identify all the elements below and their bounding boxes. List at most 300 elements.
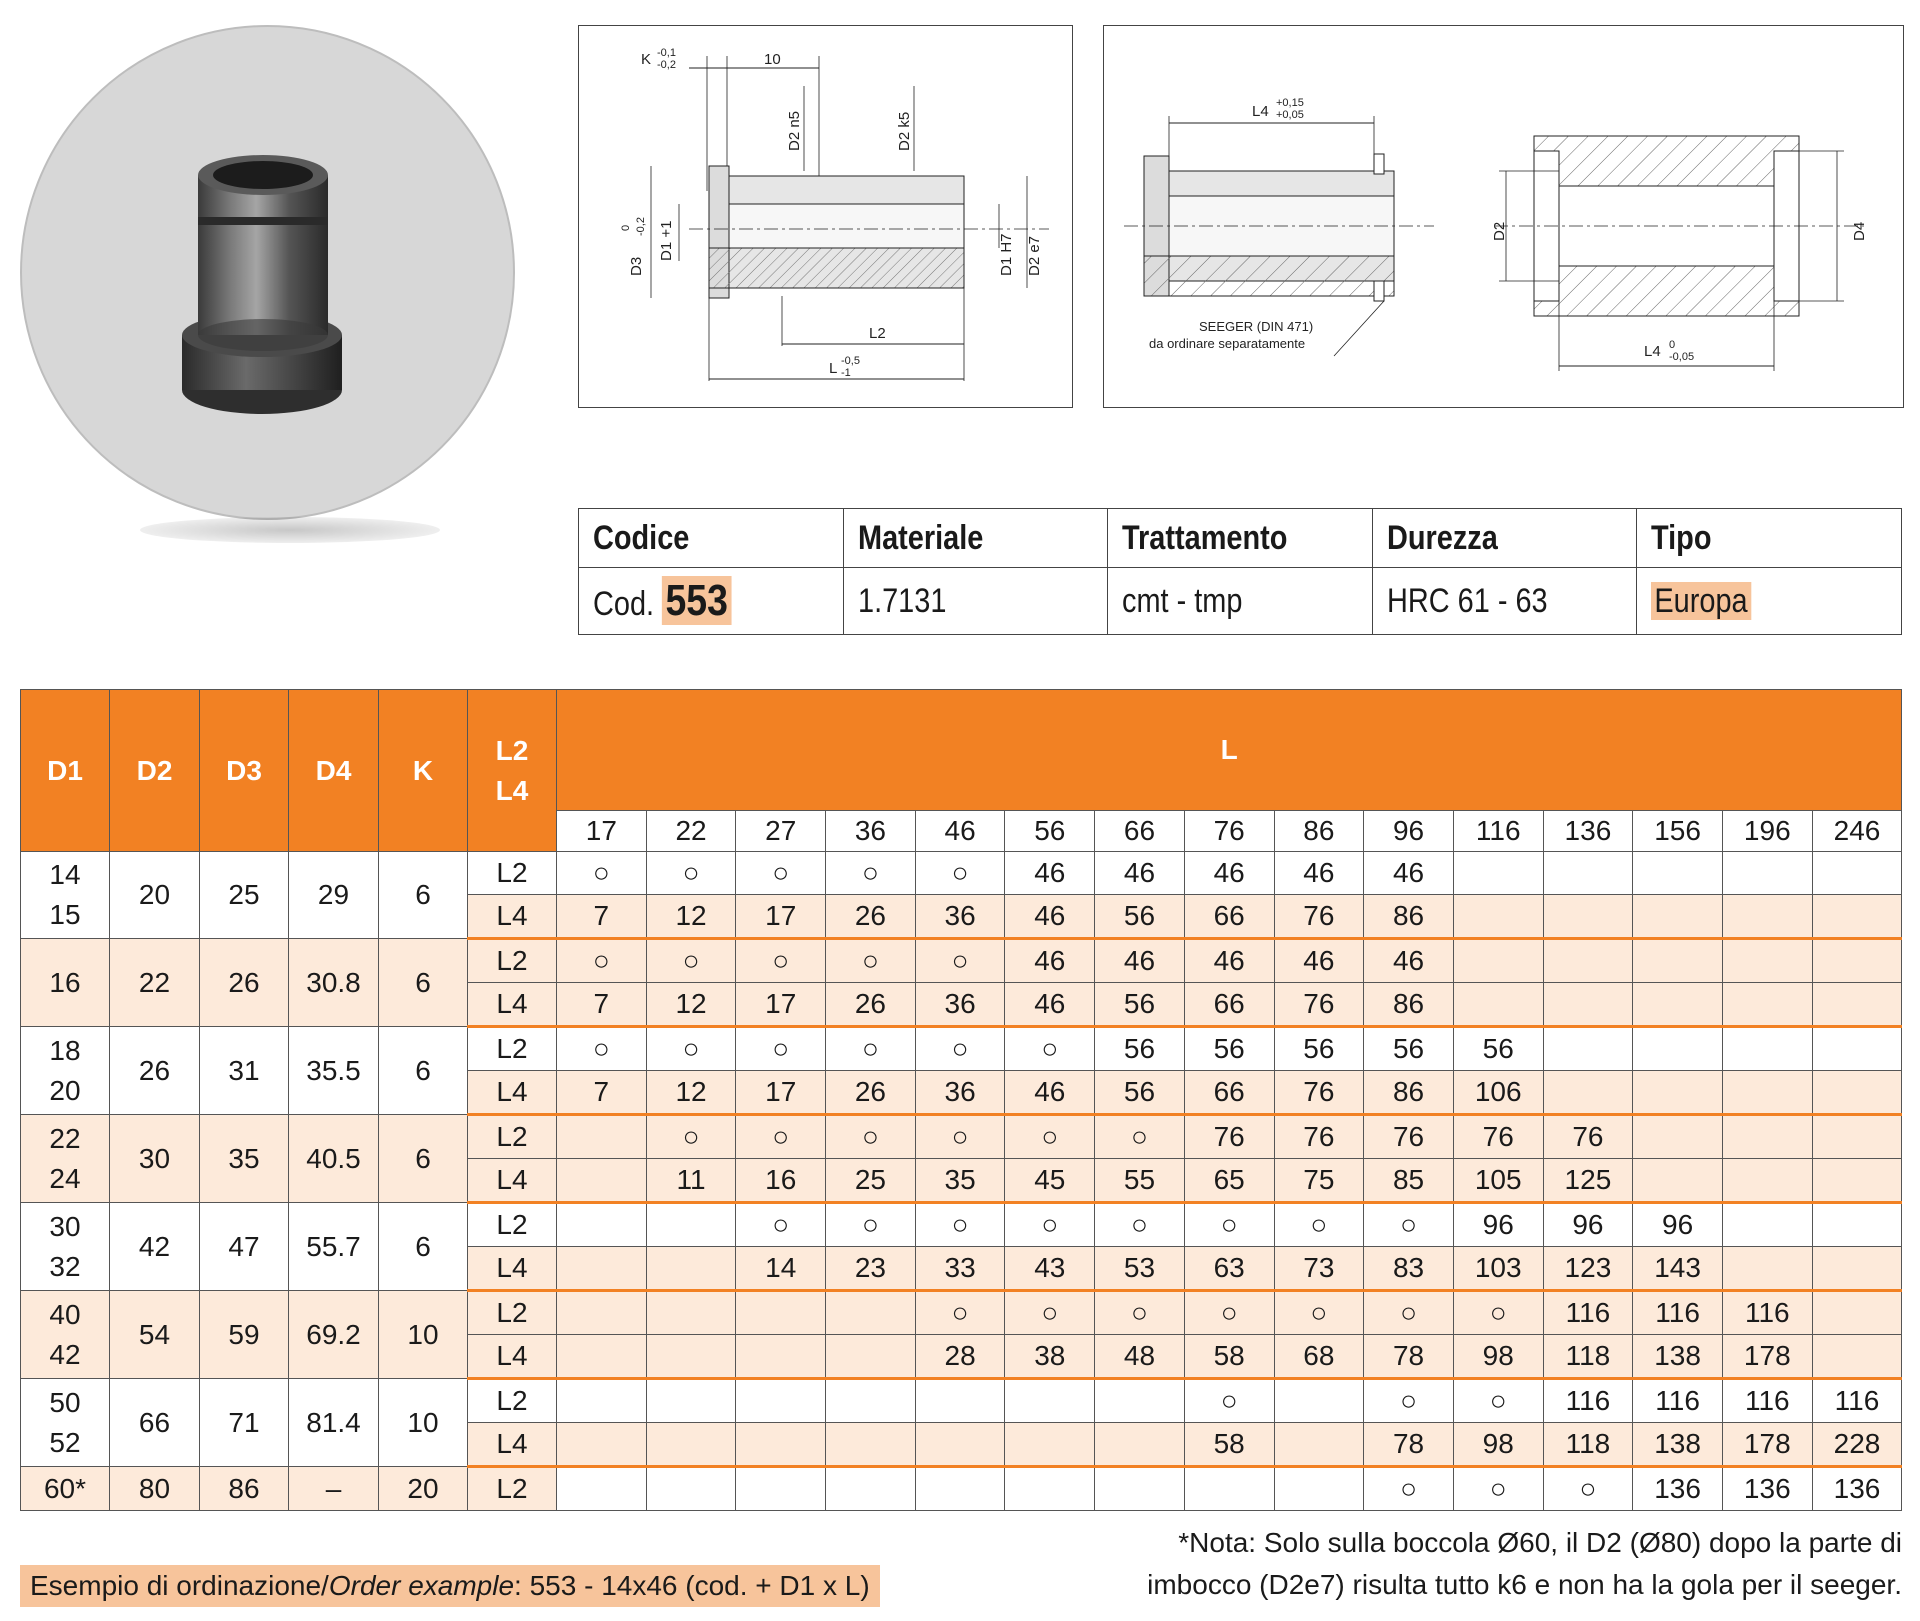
- l4-cell: 12: [646, 1071, 736, 1115]
- footnote: [1002, 1522, 1902, 1606]
- header-l2l4: L2 L4: [468, 690, 557, 852]
- l4-cell: [557, 1247, 647, 1291]
- spec-durezza: HRC 61 - 63: [1372, 568, 1637, 635]
- d1-cell: [21, 939, 110, 1027]
- d2e7-label: D2 e7: [1026, 235, 1043, 276]
- l4-cell: [557, 1159, 647, 1203]
- d1-cell: [21, 1291, 110, 1379]
- d4-cell: 35.5: [289, 1027, 379, 1115]
- l4-cell: 78: [1364, 1335, 1454, 1379]
- d2n5-label: D2 n5: [786, 110, 803, 151]
- l4-cell: 17: [736, 1071, 826, 1115]
- header-d4: D4: [289, 690, 379, 852]
- l4-cell: 65: [1184, 1159, 1274, 1203]
- d1h7-label: D1 H7: [998, 233, 1015, 276]
- d3-cell: 25: [200, 852, 289, 939]
- l4-cell: 75: [1274, 1159, 1364, 1203]
- footnote-line-1: *Nota: Solo sulla boccola Ø60, il D2 (Ø80) dopo la parte di: [1178, 1527, 1902, 1558]
- l-value-header: 156: [1633, 811, 1723, 852]
- row-label-l4: L4: [468, 1247, 557, 1291]
- table-body: [21, 852, 1902, 1511]
- l4-cell: [1722, 1071, 1812, 1115]
- l2-cell: 96: [1453, 1203, 1543, 1247]
- spec-tipo: [1637, 568, 1902, 635]
- l2-cell: ○: [736, 1115, 826, 1159]
- d1-value-alt: 32: [49, 1250, 81, 1282]
- d4-cell: 55.7: [289, 1203, 379, 1291]
- row-label-l2: L2: [468, 1467, 557, 1511]
- k-cell: 6: [379, 1115, 468, 1203]
- l-value-header: 96: [1364, 811, 1454, 852]
- l4-cell: 106: [1453, 1071, 1543, 1115]
- spec-codice: [579, 568, 844, 635]
- l-label: L: [829, 360, 838, 377]
- l4-cell: [826, 1335, 916, 1379]
- k-cell: 6: [379, 1027, 468, 1115]
- table-row-last: [21, 1467, 1902, 1511]
- l2-cell: ○: [826, 939, 916, 983]
- l4-bottom-label: L4: [1644, 343, 1661, 360]
- d4-cell: 29: [289, 852, 379, 939]
- l2-cell: ○: [915, 1115, 1005, 1159]
- d1-value: 30: [49, 1210, 81, 1242]
- spec-header-row: [579, 509, 1902, 568]
- l4-cell: [736, 1423, 826, 1467]
- d1-value-alt: 42: [49, 1338, 81, 1370]
- l4-bottom-tol-b: -0,05: [1669, 351, 1695, 363]
- l2-cell: [1543, 1027, 1633, 1071]
- l4-cell: 33: [915, 1247, 1005, 1291]
- d1-value-alt: 52: [49, 1426, 81, 1458]
- l4-cell: 83: [1364, 1247, 1454, 1291]
- l2-cell: [557, 1291, 647, 1335]
- l2-cell: ○: [557, 939, 647, 983]
- k-cell: 6: [379, 852, 468, 939]
- l2-cell: [646, 1203, 736, 1247]
- d4-label: D4: [1851, 221, 1868, 241]
- l4-cell: [1722, 895, 1812, 939]
- d3-cell: 26: [200, 939, 289, 1027]
- l4-cell: 56: [1095, 1071, 1185, 1115]
- row-label-l2: L2: [468, 1115, 557, 1159]
- header-l: L: [557, 690, 1902, 811]
- seeger-line2: da ordinare separatamente: [1149, 336, 1306, 351]
- l4-cell: [1812, 1159, 1902, 1203]
- l-value-header: 66: [1095, 811, 1185, 852]
- l4-cell: 48: [1095, 1335, 1185, 1379]
- l-value-header: 46: [915, 811, 1005, 852]
- d1-value: 14: [49, 859, 81, 890]
- l2-cell: ○: [1184, 1291, 1274, 1335]
- l2-cell: ○: [826, 1115, 916, 1159]
- l4-cell: [1812, 1335, 1902, 1379]
- l4-cell: 58: [1184, 1335, 1274, 1379]
- l2-cell: [1274, 1467, 1364, 1511]
- l4-cell: 56: [1095, 895, 1185, 939]
- l2-cell: 46: [1095, 939, 1185, 983]
- l2-cell: ○: [915, 1203, 1005, 1247]
- l2-cell: [1812, 1291, 1902, 1335]
- k-tol-top: -0,1: [657, 47, 676, 59]
- l4-cell: [1812, 1247, 1902, 1291]
- d3-cell: 86: [200, 1467, 289, 1511]
- l4-cell: [826, 1423, 916, 1467]
- l4-cell: 98: [1453, 1423, 1543, 1467]
- technical-drawing-bushing: [578, 25, 1073, 408]
- l4-cell: 26: [826, 1071, 916, 1115]
- l2-cell: 76: [1453, 1115, 1543, 1159]
- header-k: K: [379, 690, 468, 852]
- l2-cell: ○: [1453, 1379, 1543, 1423]
- l2-cell: [1722, 1115, 1812, 1159]
- l2-cell: 46: [1364, 939, 1454, 983]
- l4-cell: 56: [1095, 983, 1185, 1027]
- l2-cell: 56: [1274, 1027, 1364, 1071]
- table-row-l2: [21, 1027, 1902, 1071]
- l2-cell: [1633, 939, 1723, 983]
- l2-cell: ○: [1364, 1379, 1454, 1423]
- l2-cell: ○: [1184, 1203, 1274, 1247]
- l4-cell: 123: [1543, 1247, 1633, 1291]
- l2-cell: 46: [1184, 852, 1274, 895]
- l4-cell: 118: [1543, 1335, 1633, 1379]
- l-value-header: 116: [1453, 811, 1543, 852]
- d2-label: D2: [1491, 221, 1508, 241]
- l2-cell: [1184, 1467, 1274, 1511]
- l4-cell: 76: [1274, 895, 1364, 939]
- l2-cell: ○: [1274, 1203, 1364, 1247]
- l2-cell: 46: [1184, 939, 1274, 983]
- l4-cell: 66: [1184, 983, 1274, 1027]
- row-label-l2: L2: [468, 852, 557, 895]
- l4-cell: [915, 1423, 1005, 1467]
- l2-cell: [1633, 1027, 1723, 1071]
- l4-cell: [1812, 895, 1902, 939]
- l4-cell: 103: [1453, 1247, 1543, 1291]
- l4-cell: 98: [1453, 1335, 1543, 1379]
- l2-cell: [557, 1115, 647, 1159]
- l2-cell: 136: [1633, 1467, 1723, 1511]
- l2-cell: [826, 1467, 916, 1511]
- l2-cell: [1722, 1203, 1812, 1247]
- spec-header-durezza: Durezza: [1372, 509, 1637, 568]
- d1-value: 22: [49, 1122, 81, 1154]
- l2-cell: ○: [915, 1027, 1005, 1071]
- l2-cell: [1453, 852, 1543, 895]
- d1-value-alt: 20: [49, 1074, 81, 1106]
- l2-cell: [1633, 1115, 1723, 1159]
- l4-cell: 25: [826, 1159, 916, 1203]
- l4-cell: [557, 1335, 647, 1379]
- l2-cell: ○: [557, 852, 647, 895]
- l4-cell: 7: [557, 895, 647, 939]
- l2-cell: 116: [1722, 1291, 1812, 1335]
- l2-cell: ○: [826, 1027, 916, 1071]
- row-label-l4: L4: [468, 1423, 557, 1467]
- l2-cell: ○: [1005, 1115, 1095, 1159]
- l4-cell: 118: [1543, 1423, 1633, 1467]
- l2-cell: ○: [1005, 1291, 1095, 1335]
- l2-cell: ○: [1184, 1379, 1274, 1423]
- k-cell: 20: [379, 1467, 468, 1511]
- l4-cell: 36: [915, 1071, 1005, 1115]
- l4-cell: [1095, 1423, 1185, 1467]
- d2-cell: 42: [110, 1203, 200, 1291]
- l2-cell: [557, 1379, 647, 1423]
- l4-cell: 28: [915, 1335, 1005, 1379]
- spec-trattamento: cmt - tmp: [1108, 568, 1373, 635]
- l4-cell: 68: [1274, 1335, 1364, 1379]
- l4-cell: 78: [1364, 1423, 1454, 1467]
- photo-shadow: [140, 517, 440, 543]
- l4-cell: 125: [1543, 1159, 1633, 1203]
- l2-cell: [1095, 1379, 1185, 1423]
- l4-cell: 76: [1274, 1071, 1364, 1115]
- l4-cell: 14: [736, 1247, 826, 1291]
- d2-cell: 26: [110, 1027, 200, 1115]
- d2-cell: 54: [110, 1291, 200, 1379]
- d1-cell: [21, 1379, 110, 1467]
- l2-cell: ○: [646, 1027, 736, 1071]
- l2-cell: ○: [915, 1291, 1005, 1335]
- k-label: K: [641, 51, 652, 68]
- cod-number: 553: [662, 576, 731, 625]
- l4-cell: 178: [1722, 1423, 1812, 1467]
- l2-cell: 136: [1812, 1467, 1902, 1511]
- spec-table: [578, 508, 1902, 635]
- l4-cell: 12: [646, 983, 736, 1027]
- l4-cell: 86: [1364, 1071, 1454, 1115]
- l2-cell: [646, 1291, 736, 1335]
- header-row-1: [21, 690, 1902, 811]
- l4-cell: [1812, 983, 1902, 1027]
- l2-cell: 116: [1633, 1291, 1723, 1335]
- row-label-l4: L4: [468, 1071, 557, 1115]
- l-value-header: 196: [1722, 811, 1812, 852]
- d1-value: 18: [49, 1034, 81, 1066]
- spec-header-trattamento: Trattamento: [1108, 509, 1373, 568]
- l4-cell: 17: [736, 895, 826, 939]
- l2-label: L2: [869, 325, 886, 342]
- l2-cell: [1005, 1467, 1095, 1511]
- table-row-l2: [21, 852, 1902, 895]
- d2-cell: 22: [110, 939, 200, 1027]
- d3-cell: 47: [200, 1203, 289, 1291]
- spec-header-codice: Codice: [579, 509, 844, 568]
- row-label-l2: L2: [468, 939, 557, 983]
- cod-prefix: Cod.: [593, 585, 655, 623]
- l2-cell: ○: [826, 1203, 916, 1247]
- l2-cell: ○: [826, 852, 916, 895]
- l4-cell: [1453, 983, 1543, 1027]
- d1-value-alt: 15: [49, 899, 81, 930]
- l2-cell: ○: [646, 939, 736, 983]
- l4-cell: 53: [1095, 1247, 1185, 1291]
- l2-cell: 46: [1005, 939, 1095, 983]
- d4-cell: 30.8: [289, 939, 379, 1027]
- l4-cell: 86: [1364, 983, 1454, 1027]
- l4-cell: 36: [915, 895, 1005, 939]
- l4-cell: 66: [1184, 895, 1274, 939]
- row-label-l4: L4: [468, 1159, 557, 1203]
- d2-cell: 30: [110, 1115, 200, 1203]
- l2-cell: [826, 1291, 916, 1335]
- l2-cell: 116: [1543, 1379, 1633, 1423]
- d4-cell: 69.2: [289, 1291, 379, 1379]
- l4-cell: 86: [1364, 895, 1454, 939]
- l4-cell: 178: [1722, 1335, 1812, 1379]
- footnote-line-2: imbocco (D2e7) risulta tutto k6 e non ha la gola per il seeger.: [1147, 1569, 1902, 1600]
- l-value-header: 17: [557, 811, 647, 852]
- l4-cell: [1633, 1071, 1723, 1115]
- l2-cell: ○: [915, 852, 1005, 895]
- l4-cell: [557, 1423, 647, 1467]
- l4-cell: 43: [1005, 1247, 1095, 1291]
- l4-cell: 66: [1184, 1071, 1274, 1115]
- k-cell: 10: [379, 1379, 468, 1467]
- l2-cell: 96: [1543, 1203, 1633, 1247]
- l4-cell: 36: [915, 983, 1005, 1027]
- d3-cell: 31: [200, 1027, 289, 1115]
- l4-cell: [1722, 983, 1812, 1027]
- l2-cell: 136: [1722, 1467, 1812, 1511]
- l2-cell: 46: [1005, 852, 1095, 895]
- l2-cell: [646, 1379, 736, 1423]
- l2-cell: ○: [1005, 1027, 1095, 1071]
- seeger-line1: SEEGER (DIN 471): [1199, 319, 1314, 334]
- l4-cell: [646, 1247, 736, 1291]
- l2-cell: [1812, 1203, 1902, 1247]
- l4-top-tol-b: +0,05: [1276, 109, 1304, 121]
- table-row-l2: [21, 1115, 1902, 1159]
- d2-cell: 66: [110, 1379, 200, 1467]
- l4-cell: 73: [1274, 1247, 1364, 1291]
- l4-cell: 45: [1005, 1159, 1095, 1203]
- l2-cell: [1812, 852, 1902, 895]
- l2-cell: [1812, 1027, 1902, 1071]
- d2k5-label: D2 k5: [896, 111, 913, 151]
- l2-cell: [826, 1379, 916, 1423]
- l2-cell: [1095, 1467, 1185, 1511]
- l2-cell: [557, 1203, 647, 1247]
- l-value-header: 136: [1543, 811, 1633, 852]
- l4-top-label: L4: [1252, 103, 1269, 120]
- l-value-header: 22: [646, 811, 736, 852]
- l-value-header: 36: [826, 811, 916, 852]
- l4-cell: [1005, 1423, 1095, 1467]
- l4-cell: [646, 1423, 736, 1467]
- d1-cell: [21, 1203, 110, 1291]
- k-cell: 6: [379, 1203, 468, 1291]
- l4-bottom-tol-a: 0: [1669, 339, 1676, 351]
- l2-cell: 56: [1453, 1027, 1543, 1071]
- l4-cell: 228: [1812, 1423, 1902, 1467]
- l2-cell: ○: [915, 939, 1005, 983]
- l2-cell: ○: [1095, 1203, 1185, 1247]
- l2-cell: [1633, 852, 1723, 895]
- l2-cell: [915, 1467, 1005, 1511]
- l2-cell: ○: [1274, 1291, 1364, 1335]
- l4-cell: 7: [557, 1071, 647, 1115]
- l4-cell: 12: [646, 895, 736, 939]
- l2-cell: 116: [1812, 1379, 1902, 1423]
- l2-cell: ○: [736, 939, 826, 983]
- row-label-l2: L2: [468, 1291, 557, 1335]
- l2-cell: 56: [1364, 1027, 1454, 1071]
- l2-cell: [1722, 1027, 1812, 1071]
- l4-cell: [1543, 983, 1633, 1027]
- l4-cell: 76: [1274, 983, 1364, 1027]
- l-value-header: 76: [1184, 811, 1274, 852]
- l4-cell: [1633, 1159, 1723, 1203]
- l2-cell: ○: [557, 1027, 647, 1071]
- k-cell: 10: [379, 1291, 468, 1379]
- row-label-l2: L2: [468, 1203, 557, 1247]
- spec-header-materiale: Materiale: [843, 509, 1108, 568]
- l2-cell: [1005, 1379, 1095, 1423]
- l4-cell: [1633, 983, 1723, 1027]
- l2-cell: 76: [1274, 1115, 1364, 1159]
- l2-cell: [915, 1379, 1005, 1423]
- product-photo: [20, 25, 515, 520]
- l-value-header: 56: [1005, 811, 1095, 852]
- technical-drawing-assembly: [1103, 25, 1904, 408]
- l4-cell: 105: [1453, 1159, 1543, 1203]
- k-cell: 6: [379, 939, 468, 1027]
- l2-cell: 46: [1095, 852, 1185, 895]
- d1p1-label: D1 +1: [658, 220, 675, 261]
- l2-cell: [557, 1467, 647, 1511]
- l2-cell: 116: [1543, 1291, 1633, 1335]
- table-row-l2: [21, 939, 1902, 983]
- l2-cell: ○: [736, 1203, 826, 1247]
- d2-cell: 80: [110, 1467, 200, 1511]
- d4-cell: 40.5: [289, 1115, 379, 1203]
- l4-cell: 46: [1005, 1071, 1095, 1115]
- l2-cell: ○: [1364, 1467, 1454, 1511]
- header-d2: D2: [110, 690, 200, 852]
- header-d3: D3: [200, 690, 289, 852]
- l2-cell: ○: [1364, 1203, 1454, 1247]
- table-row-l2: [21, 1291, 1902, 1335]
- l4-cell: [1274, 1423, 1364, 1467]
- d1-cell: [21, 852, 110, 939]
- l4-cell: [646, 1335, 736, 1379]
- l4-cell: 55: [1095, 1159, 1185, 1203]
- d1-cell: 60*: [21, 1467, 110, 1511]
- l2-cell: [736, 1291, 826, 1335]
- l2-cell: ○: [1095, 1291, 1185, 1335]
- l2-cell: ○: [736, 852, 826, 895]
- d4-cell: –: [289, 1467, 379, 1511]
- l4-cell: 138: [1633, 1423, 1723, 1467]
- l2-cell: 116: [1722, 1379, 1812, 1423]
- spec-header-tipo: Tipo: [1637, 509, 1902, 568]
- d1-cell: [21, 1027, 110, 1115]
- l4-cell: 46: [1005, 983, 1095, 1027]
- spec-values-row: [579, 568, 1902, 635]
- l2-cell: ○: [1095, 1115, 1185, 1159]
- d1-value-alt: 24: [49, 1162, 81, 1194]
- l2-cell: 56: [1184, 1027, 1274, 1071]
- order-example: Esempio di ordinazione/Order example: 553 - 14x46 (cod. + D1 x L): [20, 1565, 880, 1607]
- dim-10: 10: [764, 51, 781, 68]
- l2-cell: [1543, 939, 1633, 983]
- l4-cell: [1722, 1247, 1812, 1291]
- d3-cell: 59: [200, 1291, 289, 1379]
- l2-cell: ○: [1005, 1203, 1095, 1247]
- bushing-image: [20, 25, 515, 520]
